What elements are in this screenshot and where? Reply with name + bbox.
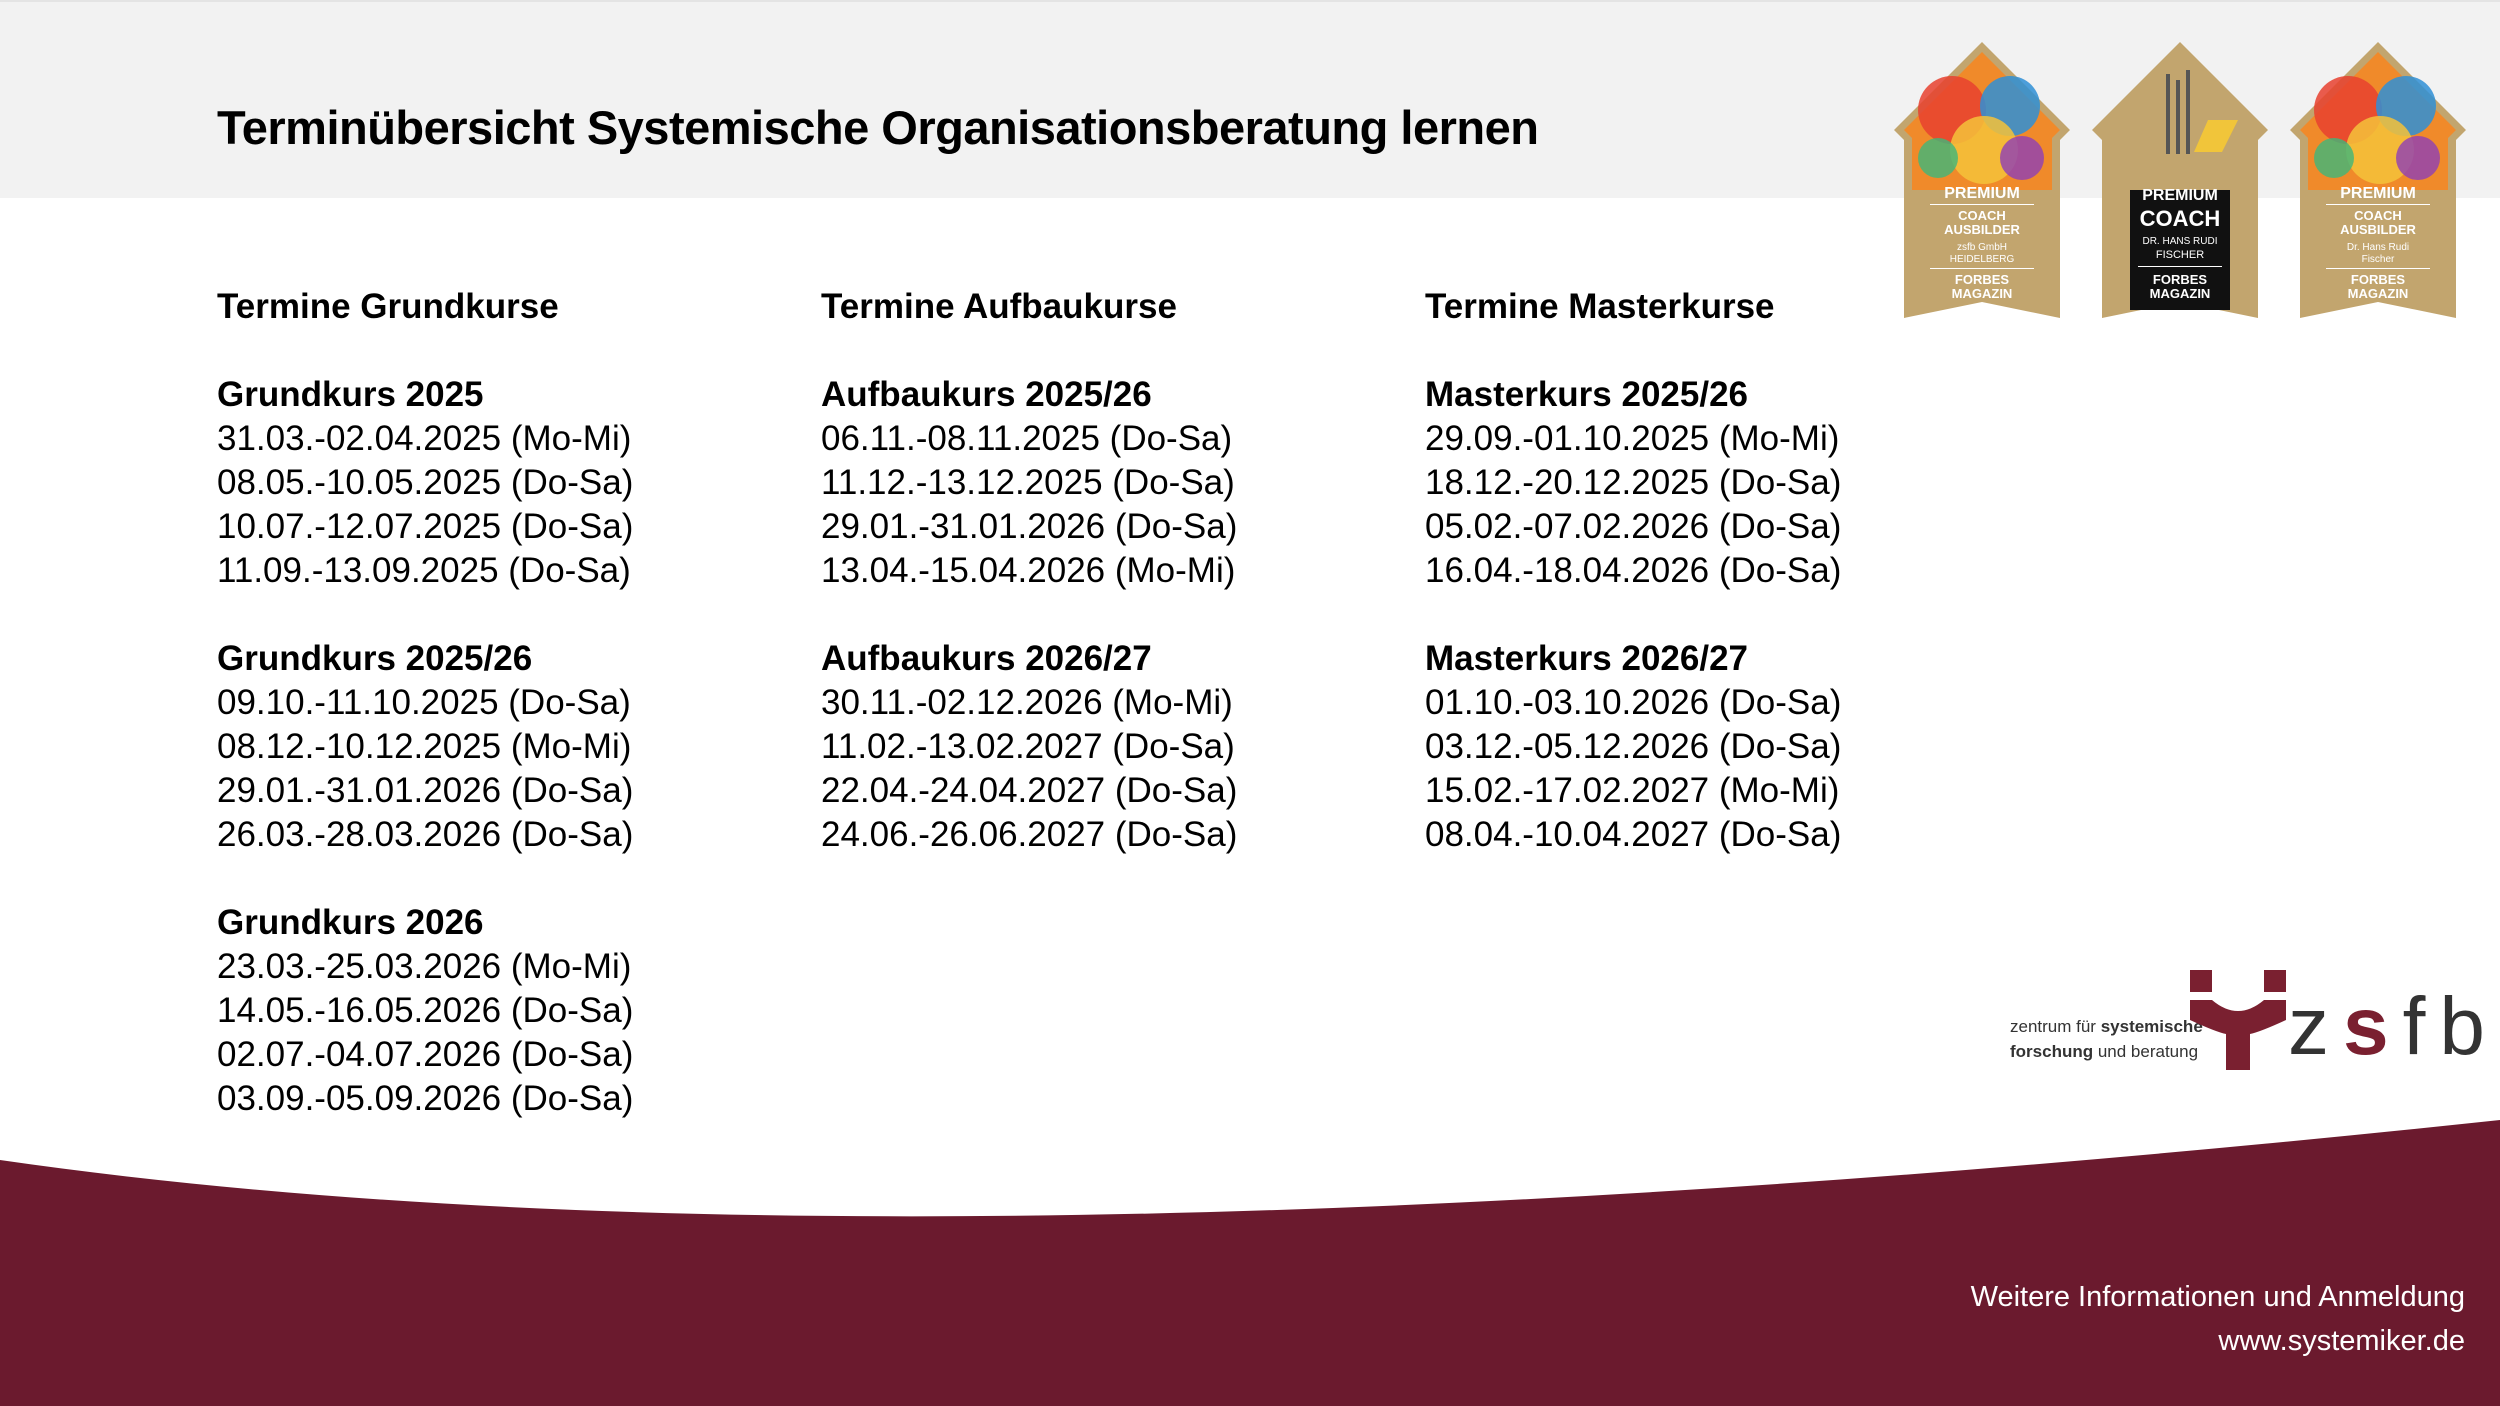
logo-tagline-part: forschung <box>2010 1042 2094 1061</box>
course-block <box>217 901 817 1121</box>
course-date: 13.04.-15.04.2026 (Mo-Mi) <box>821 551 1236 590</box>
course-date: 11.12.-13.12.2025 (Do-Sa) <box>821 463 1235 502</box>
course-title: Aufbaukurs 2025/26 <box>821 375 1152 414</box>
badge-2-line-3: FISCHER <box>2155 249 2205 261</box>
premium-coach-badge <box>1892 40 2072 320</box>
badge-1-line-3: zsfb GmbH <box>1956 242 2008 253</box>
course-block <box>821 637 1421 857</box>
premium-coach-badge <box>2288 40 2468 320</box>
logo-letter: b <box>2439 981 2500 1072</box>
course-date: 29.01.-31.01.2026 (Do-Sa) <box>217 771 634 810</box>
course-date: 16.04.-18.04.2026 (Do-Sa) <box>1425 551 1842 590</box>
course-block <box>217 637 817 857</box>
badge-2-line-2: DR. HANS RUDI <box>2142 236 2218 247</box>
footer-info <box>1971 1275 2465 1363</box>
course-date: 23.03.-25.03.2026 (Mo-Mi) <box>217 947 632 986</box>
course-title: Grundkurs 2025/26 <box>217 639 533 678</box>
badge-3-line-1: COACH <box>2354 208 2402 223</box>
course-block <box>217 373 817 593</box>
course-date: 11.09.-13.09.2025 (Do-Sa) <box>217 551 631 590</box>
course-block <box>821 373 1421 593</box>
logo-mark-icon <box>2190 970 2286 1070</box>
course-date: 31.03.-02.04.2025 (Mo-Mi) <box>217 419 632 458</box>
course-title: Masterkurs 2025/26 <box>1425 375 1748 414</box>
footer-line: Weitere Informationen und Anmeldung <box>1970 1281 2465 1313</box>
badge-3-bottom-1: FORBES <box>2350 272 2406 287</box>
logo-tagline-part: systemische <box>2100 1017 2203 1036</box>
column-heading: Termine Grundkurse <box>217 287 559 326</box>
course-title: Aufbaukurs 2026/27 <box>821 639 1152 678</box>
logo-tagline <box>2010 1014 2203 1064</box>
zsfb-logo <box>2010 960 2500 1080</box>
course-date: 11.02.-13.02.2027 (Do-Sa) <box>821 727 1235 766</box>
course-date: 08.04.-10.04.2027 (Do-Sa) <box>1425 815 1842 854</box>
course-date: 09.10.-11.10.2025 (Do-Sa) <box>217 683 631 722</box>
course-date: 29.09.-01.10.2025 (Mo-Mi) <box>1425 419 1840 458</box>
course-date: 08.12.-10.12.2025 (Mo-Mi) <box>217 727 632 766</box>
badge-2-top: PREMIUM <box>2142 187 2218 204</box>
column-heading: Termine Masterkurse <box>1425 287 1775 326</box>
course-block <box>1425 637 2025 857</box>
course-date: 06.11.-08.11.2025 (Do-Sa) <box>821 419 1233 458</box>
course-date: 24.06.-26.06.2027 (Do-Sa) <box>821 815 1238 854</box>
badge-2-line-1: COACH <box>2139 206 2221 231</box>
website-link[interactable]: www.systemiker.de <box>2218 1325 2465 1357</box>
course-date: 03.12.-05.12.2026 (Do-Sa) <box>1425 727 1842 766</box>
badge-3-line-4: Fischer <box>2361 254 2395 265</box>
logo-tagline-part: zentrum für <box>2010 1017 2101 1036</box>
course-date: 01.10.-03.10.2026 (Do-Sa) <box>1425 683 1842 722</box>
badge-1-top: PREMIUM <box>1944 185 2020 202</box>
logo-letter: z <box>2288 981 2343 1072</box>
course-date: 14.05.-16.05.2026 (Do-Sa) <box>217 991 634 1030</box>
course-title: Masterkurs 2026/27 <box>1425 639 1748 678</box>
logo-letter: s <box>2343 981 2403 1072</box>
course-date: 05.02.-07.02.2026 (Do-Sa) <box>1425 507 1842 546</box>
column-grundkurse <box>217 285 817 1165</box>
course-date: 02.07.-04.07.2026 (Do-Sa) <box>217 1035 634 1074</box>
course-date: 18.12.-20.12.2025 (Do-Sa) <box>1425 463 1842 502</box>
logo-letter: f <box>2402 981 2440 1072</box>
badge-3-line-2: AUSBILDER <box>2340 222 2416 237</box>
badge-3-bottom-2: MAGAZIN <box>2347 286 2409 301</box>
logo-tagline-part: und beratung <box>2093 1042 2199 1061</box>
logo-wordmark <box>2288 982 2499 1072</box>
badge-1-line-1: COACH <box>1958 208 2006 223</box>
course-date: 15.02.-17.02.2027 (Mo-Mi) <box>1425 771 1840 810</box>
course-date: 10.07.-12.07.2025 (Do-Sa) <box>217 507 634 546</box>
badge-2-bottom-2: MAGAZIN <box>2149 286 2211 301</box>
badge-1-bottom-1: FORBES <box>1954 272 2010 287</box>
course-title: Grundkurs 2025 <box>217 375 484 414</box>
column-heading: Termine Aufbaukurse <box>821 287 1177 326</box>
badge-1-line-2: AUSBILDER <box>1944 222 2020 237</box>
column-masterkurse <box>1425 285 2025 901</box>
column-aufbaukurse <box>821 285 1421 901</box>
badge-1-bottom-2: MAGAZIN <box>1951 286 2013 301</box>
course-date: 22.04.-24.04.2027 (Do-Sa) <box>821 771 1238 810</box>
course-date: 26.03.-28.03.2026 (Do-Sa) <box>217 815 634 854</box>
page-title: Terminübersicht Systemische Organisationsberatung lernen <box>217 101 1539 154</box>
badge-1-line-4: HEIDELBERG <box>1949 254 2015 265</box>
badge-3-top: PREMIUM <box>2340 185 2416 202</box>
premium-coach-badge <box>2090 40 2270 320</box>
course-block <box>1425 373 2025 593</box>
course-date: 29.01.-31.01.2026 (Do-Sa) <box>821 507 1238 546</box>
badge-2-bottom-1: FORBES <box>2152 272 2208 287</box>
course-title: Grundkurs 2026 <box>217 903 484 942</box>
badge-3-line-3: Dr. Hans Rudi <box>2346 242 2410 253</box>
award-badges <box>1892 40 2452 325</box>
course-date: 30.11.-02.12.2026 (Mo-Mi) <box>821 683 1233 722</box>
course-date: 03.09.-05.09.2026 (Do-Sa) <box>217 1079 634 1118</box>
course-date: 08.05.-10.05.2025 (Do-Sa) <box>217 463 634 502</box>
